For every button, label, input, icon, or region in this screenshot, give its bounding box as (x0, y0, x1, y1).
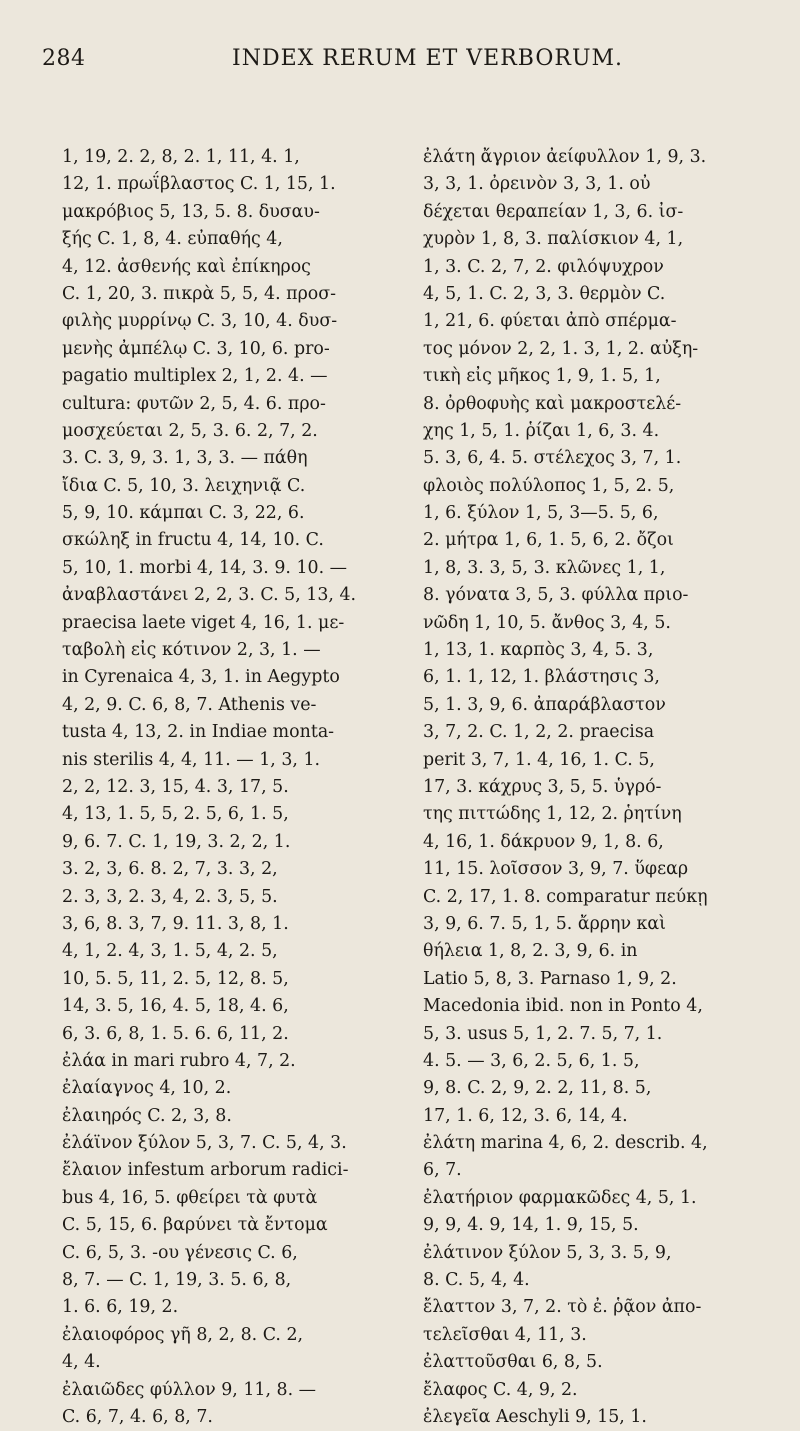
index-line: C. 1, 20, 3. πικρὰ 5, 5, 4. προσ- (62, 283, 337, 304)
index-line: ἐλαιῶδες φύλλον 9, 11, 8. — (62, 1379, 317, 1400)
index-line: 6, 7. (423, 1160, 462, 1181)
index-line: 3, 7, 2. C. 1, 2, 2. praecisa (423, 722, 655, 743)
index-line: 8, 7. — C. 1, 19, 3. 5. 6, 8, (62, 1270, 292, 1291)
index-line: ἀναβλαστάνει 2, 2, 3. C. 5, 13, 4. (62, 585, 357, 606)
index-line: 17, 1. 6, 12, 3. 6, 14, 4. (423, 1105, 628, 1126)
index-line: 4, 13, 1. 5, 5, 2. 5, 6, 1. 5, (62, 804, 289, 825)
margin-mark (20, 86, 26, 87)
index-line: 4. 5. — 3, 6, 2. 5, 6, 1. 5, (423, 1050, 640, 1071)
index-line: 1, 19, 2. 2, 8, 2. 1, 11, 4. 1, (62, 147, 300, 167)
index-line: 5, 10, 1. morbi 4, 14, 3. 9. 10. — (62, 557, 348, 578)
index-line: pagatio multiplex 2, 1, 2. 4. — (62, 366, 328, 387)
index-line: 8. γόνατα 3, 5, 3. φύλλα πριο- (423, 585, 689, 606)
index-line: C. 5, 15, 6. βαρύνει τὰ ἔντομα (62, 1215, 328, 1236)
index-line: Macedonia ibid. non in Ponto 4, (423, 996, 703, 1017)
index-line: τος μόνον 2, 2, 1. 3, 1, 2. αὐξη- (423, 338, 699, 359)
index-line: σκώληξ in fructu 4, 14, 10. C. (62, 530, 324, 551)
left-column (62, 144, 397, 1431)
index-line: 5, 1. 3, 9, 6. ἀπαράβλαστον (423, 694, 666, 715)
index-line: νῶδη 1, 10, 5. ἄνθος 3, 4, 5. (423, 612, 671, 633)
index-line: ἐλάϊνον ξύλον 5, 3, 7. C. 5, 4, 3. (62, 1133, 347, 1154)
index-line: θήλεια 1, 8, 2. 3, 9, 6. in (423, 941, 638, 962)
index-line: 2, 2, 12. 3, 15, 4. 3, 17, 5. (62, 776, 289, 797)
index-line: μακρόβιος 5, 13, 5. 8. δυσαυ- (62, 201, 320, 222)
index-line: ἐλαιοφόρος γῆ 8, 2, 8. C. 2, (62, 1324, 304, 1345)
index-line: C. 6, 7, 4. 6, 8, 7. (62, 1406, 213, 1427)
index-line: 10, 5. 5, 11, 2. 5, 12, 8. 5, (62, 968, 289, 989)
index-line: 3. 2, 3, 6. 8. 2, 7, 3. 3, 2, (62, 859, 278, 880)
index-line: χης 1, 5, 1. ῥίζαι 1, 6, 3. 4. (423, 420, 660, 441)
index-line: φλοιὸς πολύλοπος 1, 5, 2. 5, (423, 475, 675, 496)
index-line: μενὴς ἀμπέλῳ C. 3, 10, 6. pro- (62, 338, 330, 359)
index-line: 3, 9, 6. 7. 5, 1, 5. ἄρρην καὶ (423, 913, 666, 934)
index-line: ἐλαίαγνος 4, 10, 2. (62, 1078, 232, 1099)
index-line: τικὴ εἰς μῆκος 1, 9, 1. 5, 1, (423, 366, 661, 387)
right-column (423, 144, 758, 1431)
index-line: nis sterilis 4, 4, 11. — 1, 3, 1. (62, 749, 321, 770)
index-line: ἔλαττον 3, 7, 2. τὸ ἐ. ῥᾷον ἀπο- (423, 1297, 702, 1318)
index-line: Latio 5, 8, 3. Parnaso 1, 9, 2. (423, 968, 677, 989)
index-line: μοσχεύεται 2, 5, 3. 6. 2, 7, 2. (62, 420, 318, 441)
index-line: 5. 3, 6, 4. 5. στέλεχος 3, 7, 1. (423, 448, 682, 469)
index-line: 14, 3. 5, 16, 4. 5, 18, 4. 6, (62, 996, 289, 1017)
page-number: 284 (42, 46, 86, 71)
index-line: in Cyrenaica 4, 3, 1. in Aegypto (62, 667, 340, 688)
index-line: δέχεται θεραπείαν 1, 3, 6. ἰσ- (423, 201, 684, 222)
index-line: ἐλάτη marina 4, 6, 2. describ. 4, (423, 1133, 708, 1154)
index-line: ἴδια C. 5, 10, 3. λειχηνιᾷ C. (62, 475, 306, 496)
index-line: tusta 4, 13, 2. in Indiae monta- (62, 722, 335, 743)
index-line: 4, 5, 1. C. 2, 3, 3. θερμὸν C. (423, 283, 666, 304)
index-line: ἐλαττοῦσθαι 6, 8, 5. (423, 1352, 603, 1373)
index-line: 4, 16, 1. δάκρυον 9, 1, 8. 6, (423, 831, 664, 852)
index-line: 3. C. 3, 9, 3. 1, 3, 3. — πάθη (62, 448, 308, 469)
index-line: praecisa laete viget 4, 16, 1. με- (62, 612, 345, 633)
index-line: 6, 3. 6, 8, 1. 5. 6. 6, 11, 2. (62, 1023, 289, 1044)
index-line: perit 3, 7, 1. 4, 16, 1. C. 5, (423, 749, 655, 770)
index-line: 4, 1, 2. 4, 3, 1. 5, 4, 2. 5, (62, 941, 278, 962)
index-line: ἔλαφος C. 4, 9, 2. (423, 1379, 578, 1400)
index-line: 8. C. 5, 4, 4. (423, 1270, 530, 1291)
index-line: ἐλατήριον φαρμακῶδες 4, 5, 1. (423, 1187, 697, 1208)
index-line: 8. ὀρθοφυὴς καὶ μακροστελέ- (423, 393, 682, 414)
index-line: 1, 13, 1. καρπὸς 3, 4, 5. 3, (423, 640, 654, 661)
index-line: 9, 6. 7. C. 1, 19, 3. 2, 2, 1. (62, 831, 291, 852)
index-line: ἐλάτη ἄγριον ἀείφυλλον 1, 9, 3. (423, 147, 707, 167)
index-line: ἐλαιηρός C. 2, 3, 8. (62, 1105, 232, 1126)
index-line: ἐλάα in mari rubro 4, 7, 2. (62, 1050, 296, 1071)
index-line: ταβολὴ εἰς κότινον 2, 3, 1. — (62, 640, 321, 661)
index-line: 2. 3, 3, 2. 3, 4, 2. 3, 5, 5. (62, 886, 278, 907)
index-line: ἐλάτινον ξύλον 5, 3, 3. 5, 9, (423, 1242, 672, 1263)
index-line: 1, 6. ξύλον 1, 5, 3—5. 5, 6, (423, 503, 659, 524)
index-line: 1. 6. 6, 19, 2. (62, 1297, 179, 1318)
index-line: ξής C. 1, 8, 4. εὐπαθής 4, (62, 229, 283, 250)
index-line: 6, 1. 1, 12, 1. βλάστησις 3, (423, 667, 660, 688)
index-line: 11, 15. λοῖσσον 3, 9, 7. ὕφεαρ (423, 859, 689, 880)
index-line: ἐλεγεῖα Aeschyli 9, 15, 1. (423, 1406, 647, 1427)
index-line: 9, 9, 4. 9, 14, 1. 9, 15, 5. (423, 1215, 639, 1236)
index-line: φιλὴς μυρρίνῳ C. 3, 10, 4. δυσ- (62, 311, 338, 332)
index-line: 3, 6, 8. 3, 7, 9. 11. 3, 8, 1. (62, 913, 289, 934)
index-line: 1, 3. C. 2, 7, 2. φιλόψυχρον (423, 256, 664, 277)
running-head: INDEX RERUM ET VERBORUM. (232, 46, 624, 71)
index-line: 9, 8. C. 2, 9, 2. 2, 11, 8. 5, (423, 1078, 652, 1099)
index-line: 17, 3. κάχρυς 3, 5, 5. ὑγρό- (423, 776, 662, 797)
index-line: χυρὸν 1, 8, 3. παλίσκιον 4, 1, (423, 229, 684, 250)
index-line: 12, 1. πρωΐβλαστος C. 1, 15, 1. (62, 174, 336, 195)
index-line: 2. μήτρα 1, 6, 1. 5, 6, 2. ὄζοι (423, 530, 674, 551)
page-header (42, 46, 758, 86)
index-line: C. 2, 17, 1. 8. comparatur πεύκῃ (423, 886, 708, 907)
index-line: cultura: φυτῶν 2, 5, 4. 6. προ- (62, 393, 326, 414)
index-line: 5, 3. usus 5, 1, 2. 7. 5, 7, 1. (423, 1023, 663, 1044)
index-line: bus 4, 16, 5. φθείρει τὰ φυτὰ (62, 1187, 318, 1208)
index-line: ἔλαιον infestum arborum radici- (62, 1160, 349, 1181)
index-line: 1, 21, 6. φύεται ἀπὸ σπέρμα- (423, 311, 677, 332)
index-line: της πιττώδης 1, 12, 2. ῥητίνη (423, 804, 682, 825)
index-line: 4, 12. ἀσθενής καὶ ἐπίκηρος (62, 256, 311, 277)
index-line: 4, 4. (62, 1352, 101, 1373)
index-line: 1, 8, 3. 3, 5, 3. κλῶνες 1, 1, (423, 557, 666, 578)
index-line: C. 6, 5, 3. -ου γένεσις C. 6, (62, 1242, 298, 1263)
index-line: τελεῖσθαι 4, 11, 3. (423, 1324, 587, 1345)
index-line: 3, 3, 1. ὀρεινὸν 3, 3, 1. οὐ (423, 174, 651, 195)
index-line: 5, 9, 10. κάμπαι C. 3, 22, 6. (62, 503, 305, 524)
index-columns (42, 144, 758, 1431)
index-line: 4, 2, 9. C. 6, 8, 7. Athenis ve- (62, 694, 317, 715)
